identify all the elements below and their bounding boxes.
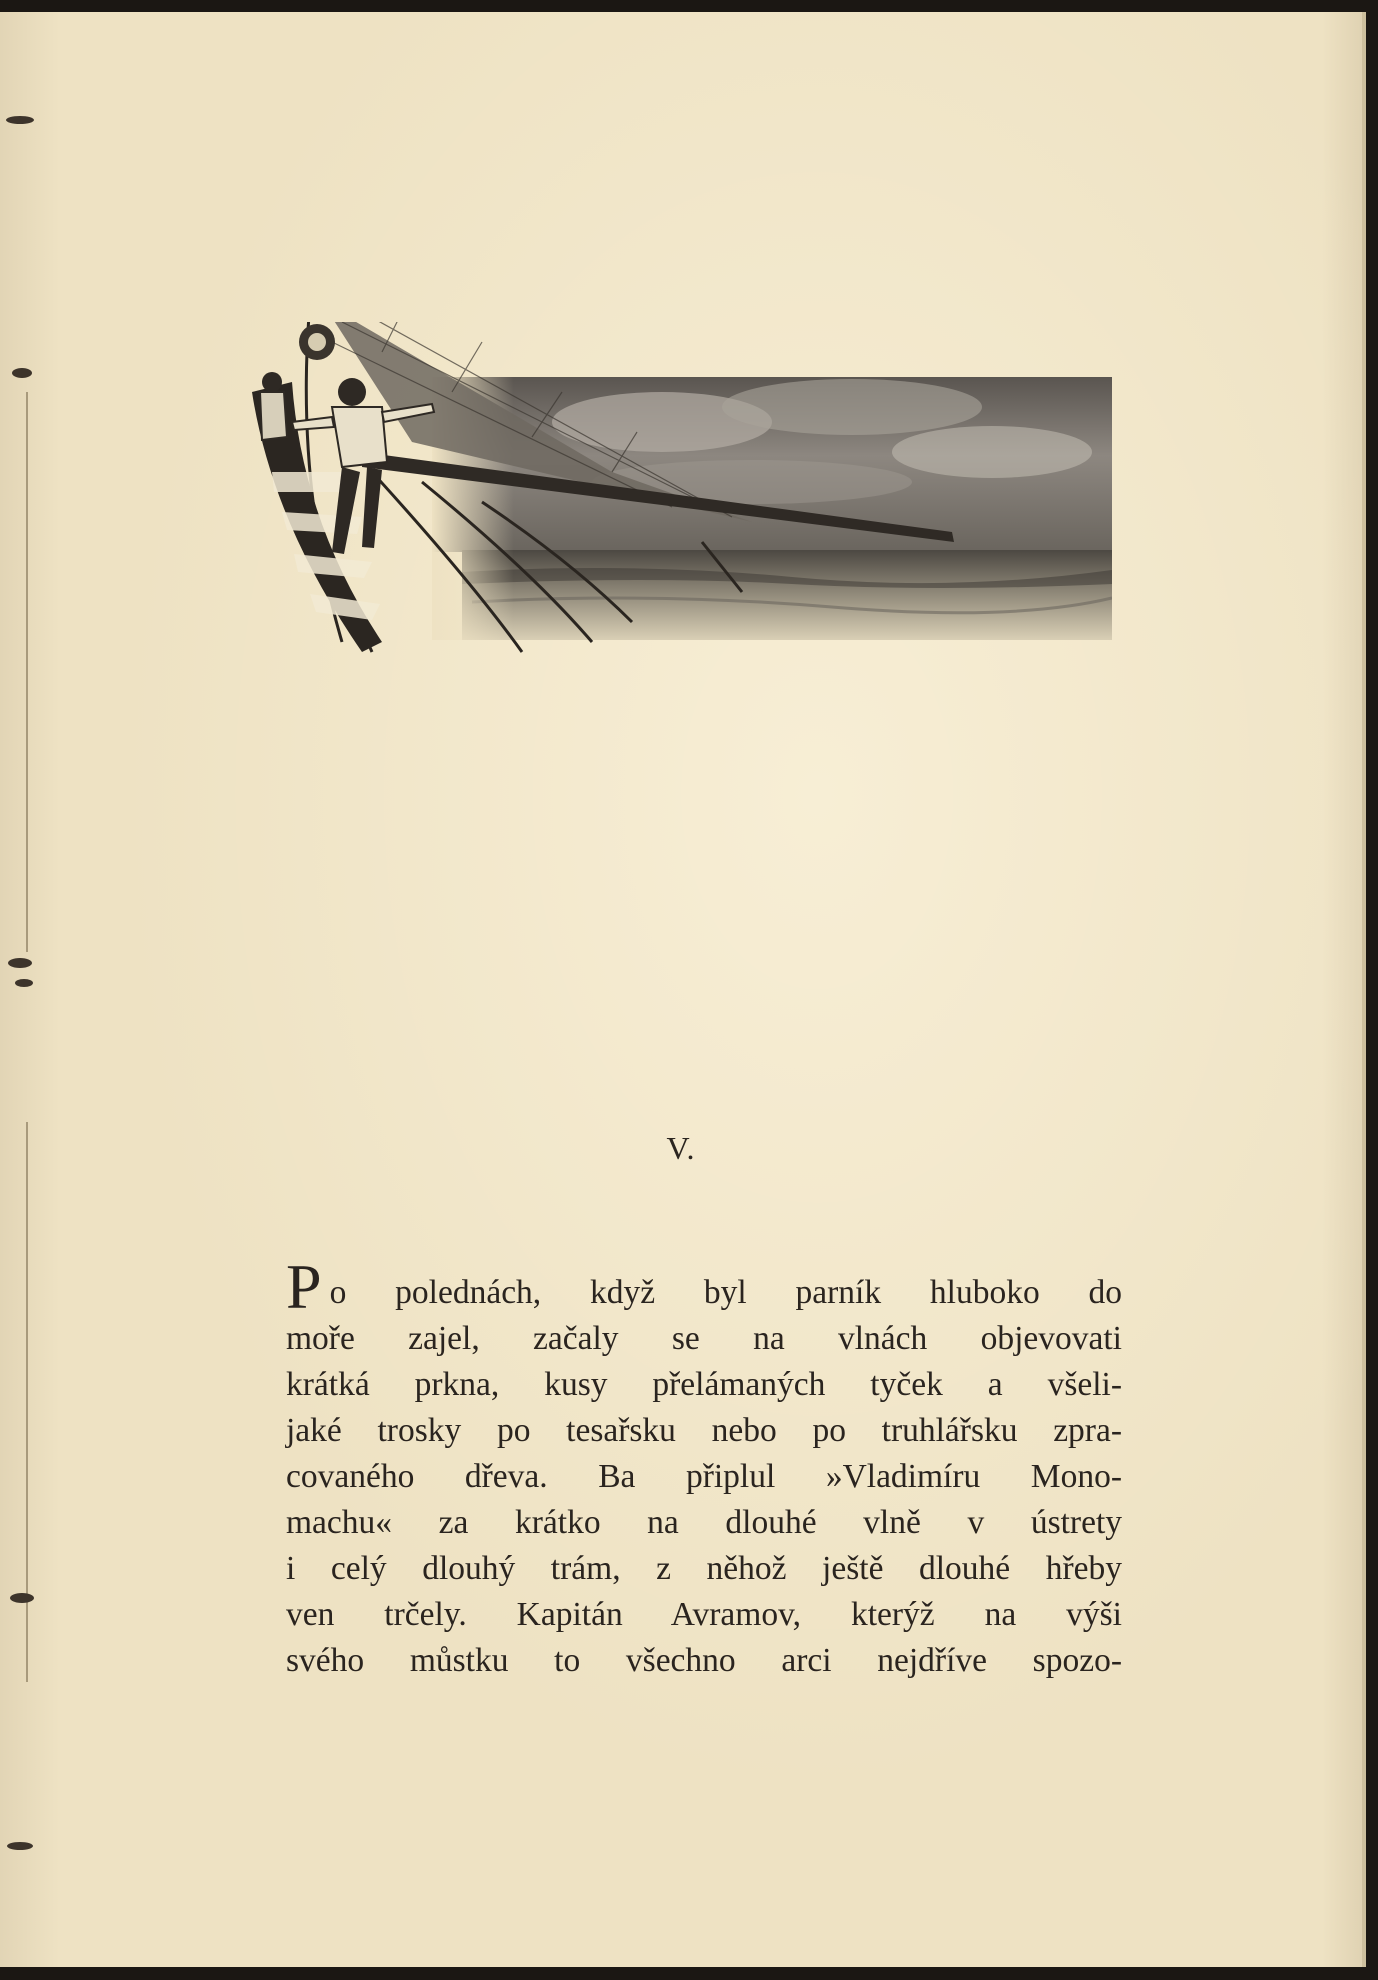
text-line: covaného dřeva. Ba připlul »Vladimíru Mono-: [286, 1458, 1122, 1495]
text-line: machu« za krátko na dlouhé vlně v ústrety: [286, 1504, 1122, 1541]
text-line: svého můstku to všechno arci nejdříve spozo-: [286, 1642, 1122, 1679]
body-text: [286, 1251, 1122, 1684]
stitch-icon: [4, 367, 36, 379]
stitch-icon: [4, 1592, 36, 1604]
binding-thread: [26, 392, 28, 952]
text-line: ven trčely. Kapitán Avramov, kterýž na výši: [286, 1596, 1122, 1633]
book-page: [0, 12, 1366, 1967]
text-line: krátká prkna, kusy přelámaných tyček a všeli-: [286, 1366, 1122, 1403]
stitch-icon: [4, 977, 36, 989]
stitch-icon: [4, 957, 36, 969]
page-binding: [0, 12, 46, 1967]
ship-bowsprit-illustration: [232, 322, 1112, 822]
text-line: i celý dlouhý trám, z něhož ještě dlouhé hřeby: [286, 1550, 1122, 1587]
text-line: jaké trosky po tesařsku nebo po truhlářsku zpra-: [286, 1412, 1122, 1449]
stitch-icon: [4, 114, 36, 126]
drop-cap: P: [286, 1251, 322, 1322]
text-line: [286, 1251, 1122, 1322]
chapter-number: V.: [666, 1130, 696, 1166]
text-line: moře zajel, začaly se na vlnách objevovati: [286, 1320, 1122, 1357]
text-line-content: o polednách, když byl parník hluboko do: [329, 1274, 1122, 1311]
stitch-icon: [4, 1840, 36, 1852]
